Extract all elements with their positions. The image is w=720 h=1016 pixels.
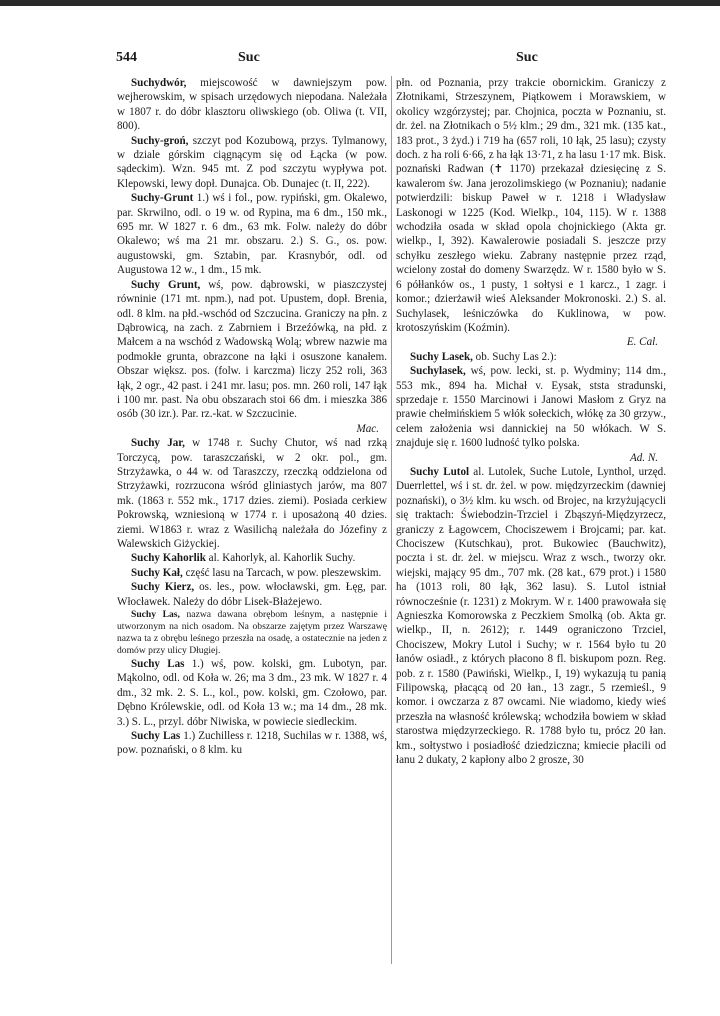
entry-text: szczyt pod Kozubową, przys. Tylmanowy, w dziale górskim ciągnącym się od Łącka (w pow. sądeckim). Wzn. 945 mt. Z pod szczytu wypływa pot. Klepowski, lewy dopł. Dunajca. Ob. Dunajec (t. II, 222).: [117, 134, 387, 190]
running-head-right: Suc: [516, 50, 538, 65]
entry-text: część lasu na Tarcach, w pow. pleszewskim.: [182, 566, 382, 579]
entry-text: nazwa dawana obrębom leśnym, a następnie i utworzonym na nich osadom. Na obszarze zajętym przez Warszawę nazwa ta z obrębu leśnego przeszła na osadę, a ostatecznie na jeden z domów przy ulicy Długiej.: [117, 609, 387, 657]
scan-top-edge: [0, 0, 720, 6]
entry-headword: Suchy Lutol: [410, 465, 470, 478]
dictionary-entry: [117, 729, 387, 758]
entry-headword: Suchylasek,: [410, 365, 466, 378]
running-head-left: Suc: [238, 50, 260, 65]
entry-text: miejscowość w dawniejszym pow. wejherowskim, w spisach urzędowych niepodana. Należała w 1807 r. do dóbr klasztoru oliwskiego (ob. Oliwa (t. VII, 800).: [117, 77, 387, 133]
entry-text: al. Lutolek, Suche Lutole, Lynthol, urzęd. Duerrlettel, wś i st. dr. żel. w pow. międzyrzeckim (dawniej poznański), o 3½ klm. ku wsch. od Brojec, na krzyżującycli się traktach: Świebodzin-Trzciel i Zbąszyń-Międzyrzecz, graniczy z Łagowcem, Chociszewem i Brojcami; par. kat. Chociszew (Kutschkau), prot. Bukowiec (Bauchwitz), poczta i st. dr. żel. w miejscu. Wraz z wsch., tworzy okr. wiejski, mający 95 dm., 707 mk. (28 kat., 679 prot.) i 1580 ha (1013 roli, 80 łąk, 362 lasu). S. Lutol istniał równocześnie (r. 1231) z Mokrym. W r. 1400 prawowała się Agnieszka Komorowska z Peczkiem Smolką (ob. Akta gr. wielkp., II, n. 2612); r. 1449 ograniczono Trzciel, Chociszew, Mokry Lutol i Suchy; w r. 1564 było tu 20 łanów osiadł., z których płacono 8 fl. biskupom pozn. Reg. pob. z r. 1580 (Pawiński, Wielkp., I, 19) wykazują tu panią Filipowską, płacącą od 20 łan., 13 zagr., 5 rzemieśl., 9 komor. i owczarza z 87 owcami. Nie wiadomo, kiedy wieś przeszła na własność królewską; wchodziła bowiem w skład starostwa międzyrzeckiego. R. 1788 było tu, prócz 20 łan. km., sołtystwo i posiadłość dziedziczna; kmiecie płacili od łanu 2 dukaty, 2 kapłony albo 2 grosze, 30: [396, 465, 666, 767]
author-signature: E. Cal.: [626, 336, 658, 349]
dictionary-entry: [117, 580, 387, 609]
dictionary-entry: [117, 436, 387, 551]
entry-headword: Suchy Grunt,: [131, 278, 201, 291]
entry-text: w 1748 r. Suchy Chutor, wś nad rzką Torczycą, pow. taraszczański, w 2 okr. pol., gm. Strzyżawka, o 44 w. od Taraszczy, rzeczką oddzielona od Strzyżawki, rozrzucona wśród gliniastych jarów, ma 807 mk. (1863 r. 552 mk., 1717 dzies. ziemi). Posiada cerkiew Pokrowską, wzniesioną w 1774 r. i uposażoną 40 dzies. ziemi. W1863 r. wraz z Wasilichą należała do Józefiny z Walewskich Giżyckiej.: [117, 437, 387, 550]
page-number: 544: [116, 50, 137, 65]
dictionary-entry: [117, 566, 387, 580]
dictionary-entry: [396, 465, 666, 768]
right-column: [396, 76, 666, 768]
entry-headword: Suchy-groń,: [131, 134, 189, 147]
dictionary-entry: [117, 278, 387, 422]
entry-text: wś, pow. lecki, st. p. Wydminy; 114 dm., 553 mk., 894 ha. Michał v. Eysak, ststa stradunski, sprzedaje r. 1550 Marcinowi i Janowi Masłom z Gryz na prawie chełmińskiem 5 włók sołeckich, włókę za 30 grzyw., celem założenia wsi dannickiej na 50 włókach. W S. znajduje się r. 1600 ludność tylko polska.: [396, 365, 666, 450]
dictionary-entry: [117, 134, 387, 192]
entry-text: wś, pow. dąbrowski, w piaszczystej równinie (171 mt. npm.), nad pot. Upustem, dopł. Brenia, odl. 8 klm. na płd.-wschód od Szczucina. Graniczy na płn. z Dąbrowicą, na zach. z Zabrniem i Brzeźówką, na płd. z Małcem a na wschód z Wadowską Wolą; wbrew nazwie ma podmokłe grunta, obrazcone na łąki i osuszone kanałem. Obszar większ. pos. (folw. i karczma) liczy 252 roli, 363 łąk, 2 ogr., 42 past. i 241 mr. lasu; pos. mn. 260 roli, 147 łąk i 100 mr. past. Na obu obszarach stoi 66 dm. i mieszka 386 osób (30 izr.). Par. rz.-kat. w Szczucinie.: [117, 278, 387, 421]
entry-headword: Suchy Jar,: [131, 437, 185, 450]
entry-text: al. Kahorlyk, al. Kahorlik Suchy.: [205, 552, 356, 565]
dictionary-entry: [396, 76, 666, 335]
dictionary-entry: [396, 350, 666, 364]
entry-headword: Suchy Kierz,: [131, 581, 195, 594]
dictionary-entry: [117, 191, 387, 277]
entry-headword: Suchy-Grunt: [131, 192, 194, 205]
entry-headword: Suchy Kał,: [131, 566, 183, 579]
entry-headword: Suchydwór,: [131, 77, 187, 89]
dictionary-entry: [117, 657, 387, 729]
entry-text: ob. Suchy Las 2.):: [472, 350, 557, 363]
entry-text: 1.) Zuchilless r. 1218, Suchilas w r. 1388, wś, pow. poznański, o 8 klm. ku: [117, 730, 387, 757]
entry-text: os. les., pow. włocławski, gm. Łęg, par. Włocławek. Należy do dóbr Lisek-Błażejewo.: [117, 581, 388, 608]
entry-text: płn. od Poznania, przy trakcie obornickim. Graniczy z Złotnikami, Strzeszynem, Piątkowem i Morawskiem, w okolicy wzgórzystej; par. Chojnica, poczta w Poznaniu, st. dr. żel. na Złotnikach o 5½ klm.; 29 dm., 321 mk. (135 kat., 183 prot., 3 żyd.) i 719 ha (657 roli, 10 łąk, 25 lasu); czysty doch. z ha roli 6·66, z ha łąk 13·71, z ha lasu 1·17 mk. Bisk. poznański Radwan (✝ 1170) przekazał dziesięcinę z S. kawalerom św. Jana jerozolimskiego (w Poznaniu); nadanie potwierdzili: biskup Paweł w r. 1218 i Władysław Laskonogi w 1225 (Kod. Wielkp., 104, 115). W r. 1388 wchodziła osada w skład opola chojnickiego (Akta gr. wielkp., I, 392). Kawalerowie posiadali S. jeszcze przy schyłku zeszłego wieku. Zabrany następnie przez rząd, wcielony został do domeny Swarzędz. W r. 1580 było w S. 6 półłanków os., 1 pusty, 1 sołtysi e 1 karcz., 1 zagr. i komor.; dzierżawił wieś Aleksander Mokronoski. 2.) S. al. Suchylasek, leśniczówka do Kuklinowa, w pow. krotoszyńskim (Koźmin).: [396, 77, 666, 334]
entry-text: 1.) wś i fol., pow. rypiński, gm. Okalewo, par. Skrwilno, odl. o 19 w. od Rypina, ma 6 dm., 150 mk., 695 mr. W 1827 r. 6 dm., 63 mk. Folw. należy do dóbr Okalewo; wś ma 21 mr. obszaru. 2.) S. G., os. pow. augustowski, gm. Sztabin, par. Krasnybór, odl. od Augustowa 12 w., 1 dm., 15 mk.: [117, 192, 387, 277]
entry-text: 1.) wś, pow. kolski, gm. Lubotyn, par. Mąkolno, odl. od Koła w. 26; ma 3 dm., 23 mk. W 1827 r. 4 dm., 32 mk. 2. S. L., kol., pow. kolski, gm. Czołowo, par. Dębno Królewskie, odl. od Koła 13 w.; ma 14 dm., 28 mk. 3.) S. L., przyl. dóbr Niwiska, w powiecie siedleckim.: [117, 658, 387, 728]
dictionary-entry: [117, 609, 387, 657]
entry-headword: Suchy Lasek,: [410, 350, 473, 363]
entry-headword: Suchy Kahorlik: [131, 552, 206, 565]
entry-headword: Suchy Las,: [131, 609, 180, 621]
dictionary-entry: [117, 76, 387, 134]
author-signature: Mac.: [356, 422, 379, 435]
column-divider: [391, 76, 392, 964]
author-signature: Ad. N.: [629, 451, 658, 464]
dictionary-entry: [396, 364, 666, 450]
entry-headword: Suchy Las: [131, 658, 185, 671]
left-column: [117, 76, 387, 758]
dictionary-entry: [117, 551, 387, 565]
entry-headword: Suchy Las: [131, 730, 181, 743]
